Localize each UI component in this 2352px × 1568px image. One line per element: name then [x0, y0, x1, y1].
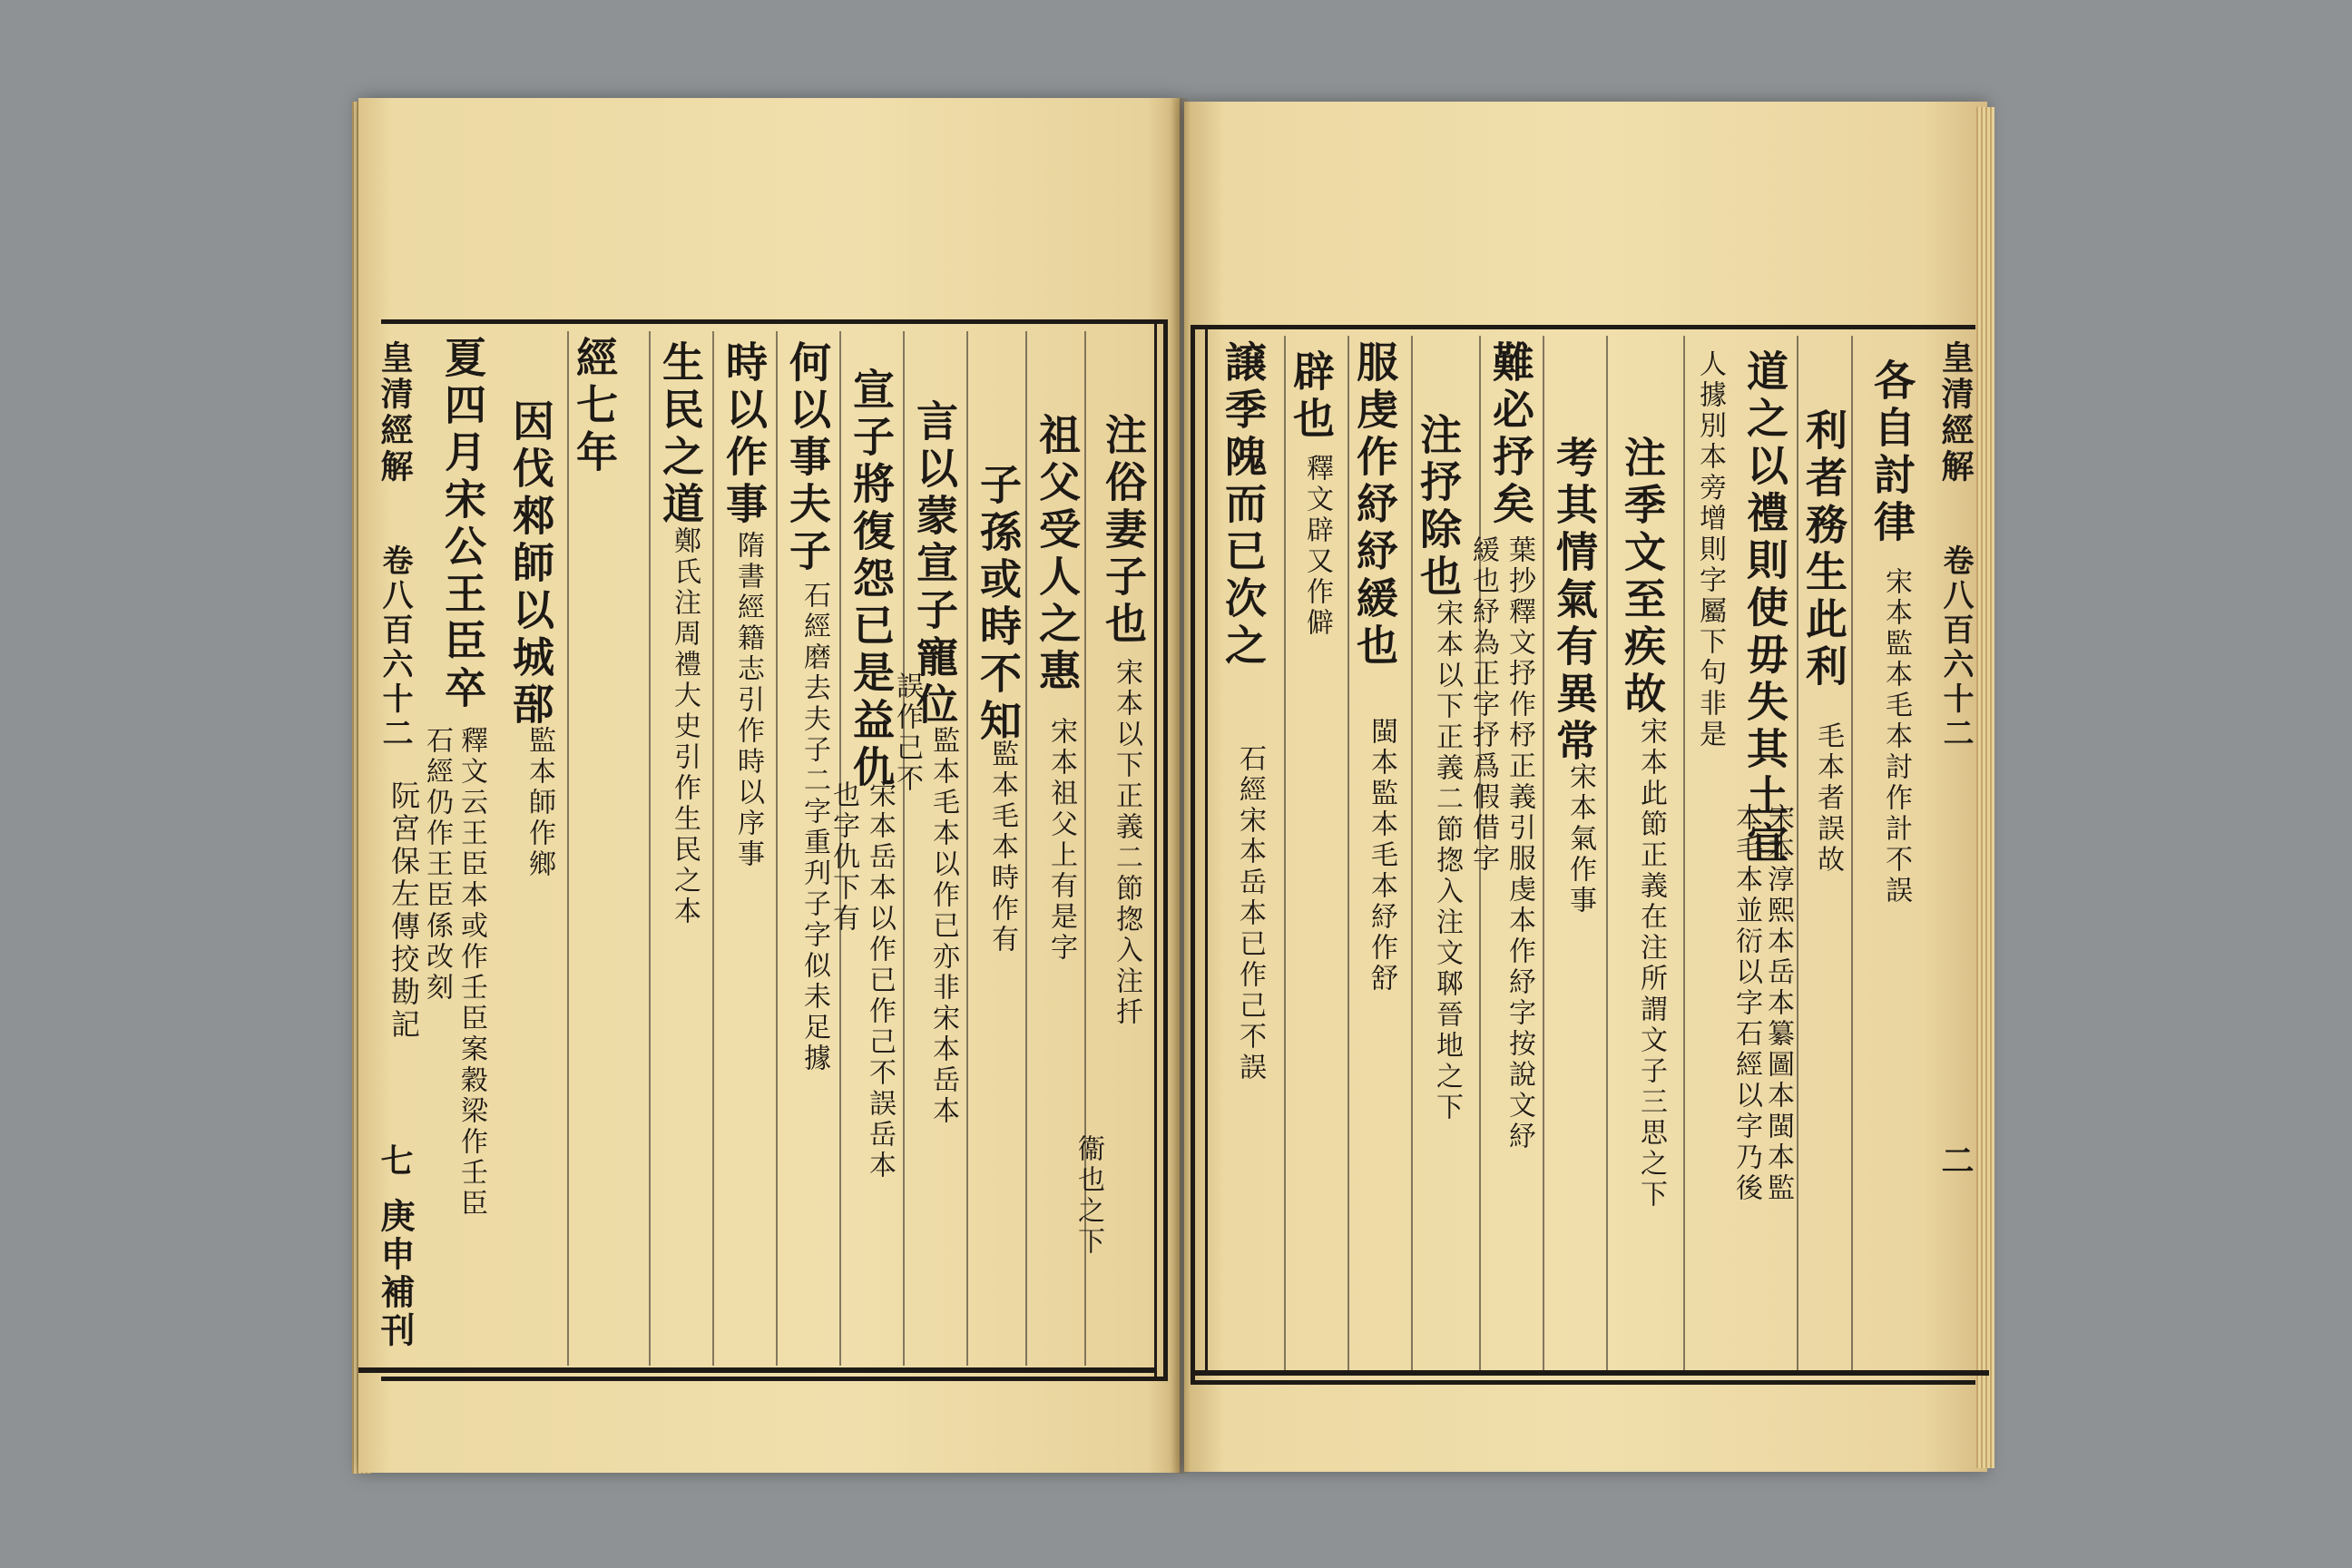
left-col-2-main: 祖父受人之惠 [1033, 413, 1082, 696]
column-rule [903, 331, 905, 1366]
right-col-9-note: 釋文辟又作僻 [1301, 454, 1333, 639]
left-col-11-note-b: 石經仍作王臣係改刻 [421, 726, 453, 1004]
right-col-5-main: 考其情氣有異常 [1550, 436, 1599, 766]
right-col-9-main: 辟也 [1287, 349, 1336, 444]
right-col-8-main: 服虔作紓紓緩也 [1350, 340, 1399, 671]
right-col-2-note-b: 本毛本並衍以字石經以字乃後 [1730, 803, 1762, 1204]
right-col-8-note: 閩本監本毛本紓作舒 [1366, 717, 1397, 995]
column-rule [1543, 336, 1544, 1370]
left-margin-title: 皇清經解 [376, 340, 414, 485]
left-col-11-main: 夏四月宋公王臣卒 [438, 336, 487, 713]
column-rule [1411, 336, 1413, 1370]
right-col-1-main: 利者務生此利 [1799, 408, 1848, 691]
column-rule [712, 331, 714, 1366]
left-col-6-main: 何以事夫子 [783, 340, 832, 576]
column-rule [567, 331, 569, 1366]
right-col-6-note-b: 緩也紓為正字抒爲假借字 [1467, 535, 1499, 875]
right-col-4-main: 注季文至疾故 [1618, 436, 1667, 719]
right-col-4-note: 宋本此節正義在注所謂文子三思之下 [1635, 717, 1667, 1210]
left-col-4-note-b: 誤作己不 [891, 671, 923, 795]
left-col-1-main: 注俗妻子也 [1099, 413, 1148, 649]
column-rule [1683, 336, 1685, 1370]
left-col-9-main: 經七年 [570, 336, 619, 477]
right-col-6-note: 葉抄釋文抒作杼正義引服虔本作紓字按說文紓 [1504, 535, 1535, 1152]
left-col-1-note-b: 衞也之下 [1073, 1134, 1104, 1258]
right-col-5-note: 宋本氣作事 [1564, 762, 1596, 916]
right-col-2-note: 宋本淳熙本岳本纂圖本閩本監 [1762, 803, 1794, 1204]
right-col-1-note: 毛本者誤故 [1812, 721, 1844, 876]
left-margin-number: 七 [376, 1143, 414, 1180]
left-col-10-note: 監本師作鄉 [524, 726, 555, 880]
left-col-5-note-b: 也字仇下有 [828, 780, 859, 935]
left-col-3-main: 子孫或時不知 [974, 463, 1023, 746]
column-rule [1797, 336, 1798, 1370]
left-col-5-main: 宣子將復怨已是益仇 [847, 368, 896, 792]
column-rule [1025, 331, 1027, 1366]
left-col-5-note: 宋本岳本以作已作己不誤岳本 [864, 780, 896, 1181]
right-col-0-note: 宋本監本毛本討作計不誤 [1880, 567, 1912, 906]
left-col-8-main: 生民之道 [656, 340, 705, 529]
right-margin-subtitle: 卷八百六十二 [1937, 544, 1974, 751]
left-col-4-note: 監本毛本以作已亦非宋本岳本 [927, 726, 959, 1127]
column-rule [649, 331, 651, 1366]
right-col-2-main: 道之以禮則使毋失其土宜 [1740, 349, 1789, 868]
column-rule [1284, 336, 1286, 1370]
left-col-11-note: 釋文云王臣本或作壬臣案穀梁作壬臣 [456, 726, 487, 1220]
right-page-edges [1976, 107, 1994, 1468]
left-col-4-main: 言以蒙宣子寵位 [910, 399, 959, 730]
left-frame-bottom-line [358, 1367, 1157, 1373]
book-spine [1171, 98, 1191, 1474]
column-rule [1348, 336, 1349, 1370]
right-margin-title: 皇清經解 [1936, 340, 1975, 485]
right-col-10-note: 石經宋本岳本已作己不誤 [1234, 744, 1266, 1083]
left-margin-footer: 庚申補刊 [375, 1198, 416, 1350]
left-col-6-note: 石經磨去夫子二字重刋子字似未足據 [799, 581, 830, 1074]
right-col-7-main: 注抒除也 [1414, 413, 1463, 602]
right-margin-number: 二 [1936, 1143, 1975, 1180]
column-rule [966, 331, 968, 1366]
column-rule [1606, 336, 1608, 1370]
left-frame-inner-line [1154, 319, 1157, 1381]
left-col-2-note: 宋本祖父上有是字 [1045, 717, 1077, 964]
right-col-10-main: 譲季隗而已次之 [1219, 340, 1268, 671]
left-col-1-note: 宋本以下正義二節揔入注扦 [1111, 658, 1142, 1028]
left-col-8-note: 鄭氏注周禮大史引作生民之本 [669, 526, 701, 927]
column-rule [776, 331, 778, 1366]
left-margin-author: 阮宮保左傳挍勘記 [387, 780, 421, 1042]
left-col-7-main: 時以作事 [720, 340, 769, 529]
right-frame-bottom-line [1191, 1370, 1989, 1376]
right-col-0-main: 各自討律 [1867, 358, 1916, 547]
left-margin-subtitle: 卷八百六十二 [377, 544, 413, 751]
left-col-7-note: 隋書經籍志引作時以序事 [732, 531, 764, 870]
column-rule [1851, 336, 1853, 1370]
right-col-3-note: 人據別本旁增則字屬下句非是 [1694, 349, 1726, 750]
right-frame-inner-line [1205, 328, 1208, 1372]
right-col-7-note: 宋本以下正義二節揔入注文郰晉地之下 [1431, 599, 1463, 1123]
right-col-6-main: 難必抒矣 [1486, 340, 1535, 529]
left-col-10-main: 因伐郲師以城郚 [506, 399, 555, 730]
left-col-3-note: 監本毛本時作有 [986, 740, 1018, 956]
